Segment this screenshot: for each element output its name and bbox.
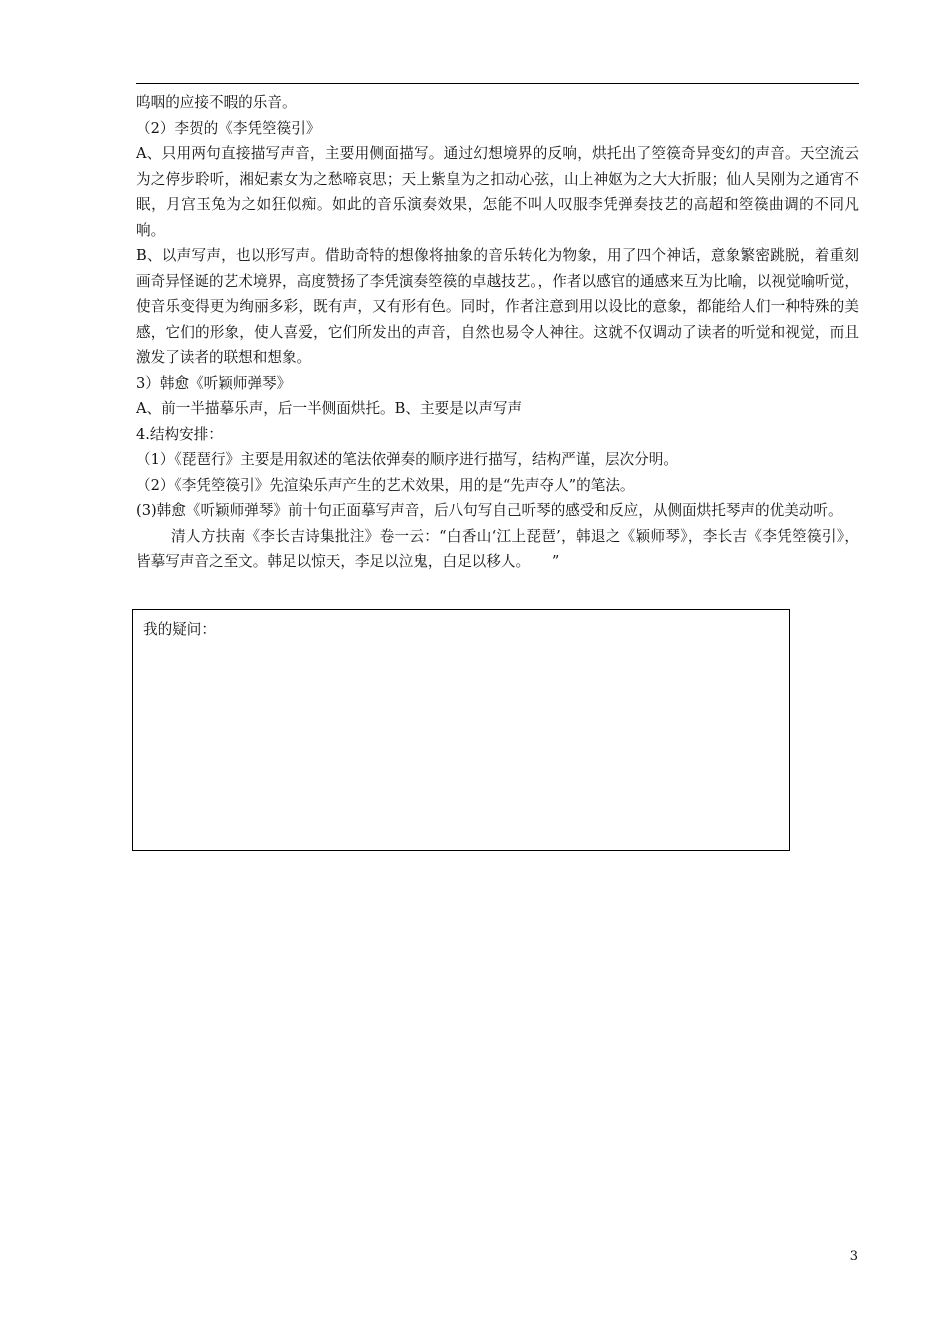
- structure-item-2: （2）《李凭箜篌引》先渲染乐声产生的艺术效果，用的是“先声夺人”的笔法。: [136, 476, 635, 494]
- header-rule: [136, 83, 859, 84]
- heading-li-he: （2）李贺的《李凭箜篌引》: [136, 119, 321, 137]
- page-number: 3: [849, 1249, 858, 1264]
- paragraph-han-yu: A、前一半描摹乐声，后一半侧面烘托。B、主要是以声写声: [136, 400, 523, 417]
- heading-structure: 4.结构安排：: [136, 425, 223, 443]
- quotation-paragraph: 清人方扶南《李长吉诗集批注》卷一云：“白香山‘江上琵琶’，韩退之《颖师琴》，李长吉《李凭箜篌引》，皆摹写声音之至文。韩足以惊天，李足以泣鬼，白足以移人。 ”: [136, 527, 859, 570]
- paragraph-li-he-a: A、只用两句直接描写声音，主要用侧面描写。通过幻想境界的反响，烘托出了箜篌奇异变幻的声音。天空流云为之停步聆听，湘妃素女为之愁啼哀思；天上紫皇为之扣动心弦，山上神妪为之大大折服；仙人吴刚为之通宵不眠，月宫玉兔为之如狂似痴。如此的音乐演奏效果，怎能不叫人叹服李凭弹奏技艺的高超和箜篌曲调的不同凡响。: [136, 145, 859, 239]
- question-box[interactable]: [132, 609, 790, 851]
- question-label: 我的疑问：: [143, 621, 216, 638]
- document-body: [136, 90, 859, 575]
- paragraph-continuation: 呜咽的应接不暇的乐音。: [136, 94, 297, 111]
- heading-han-yu: 3）韩愈《听颖师弹琴》: [136, 374, 292, 392]
- structure-item-1: （1）《琵琶行》主要是用叙述的笔法依弹奏的顺序进行描写，结构严谨，层次分明。: [136, 451, 678, 468]
- structure-item-3: (3)韩愈《听颖师弹琴》前十句正面摹写声音，后八句写自己听琴的感受和反应，从侧面烘托琴声的优美动听。: [136, 502, 843, 519]
- paragraph-li-he-b: B、以声写声，也以形写声。借助奇特的想像将抽象的音乐转化为物象，用了四个神话，意象繁密跳脱，着重刻画奇异怪诞的艺术境界，高度赞扬了李凭演奏箜篌的卓越技艺。，作者以感官的通感来互为比喻，以视觉喻听觉，使音乐变得更为绚丽多彩，既有声，又有形有色。同时，作者注意到用以设比的意象，都能给人们一种特殊的美感，它们的形象，使人喜爱，它们所发出的声音，自然也易令人神往。这就不仅调动了读者的听觉和视觉，而且激发了读者的联想和想象。: [136, 247, 859, 366]
